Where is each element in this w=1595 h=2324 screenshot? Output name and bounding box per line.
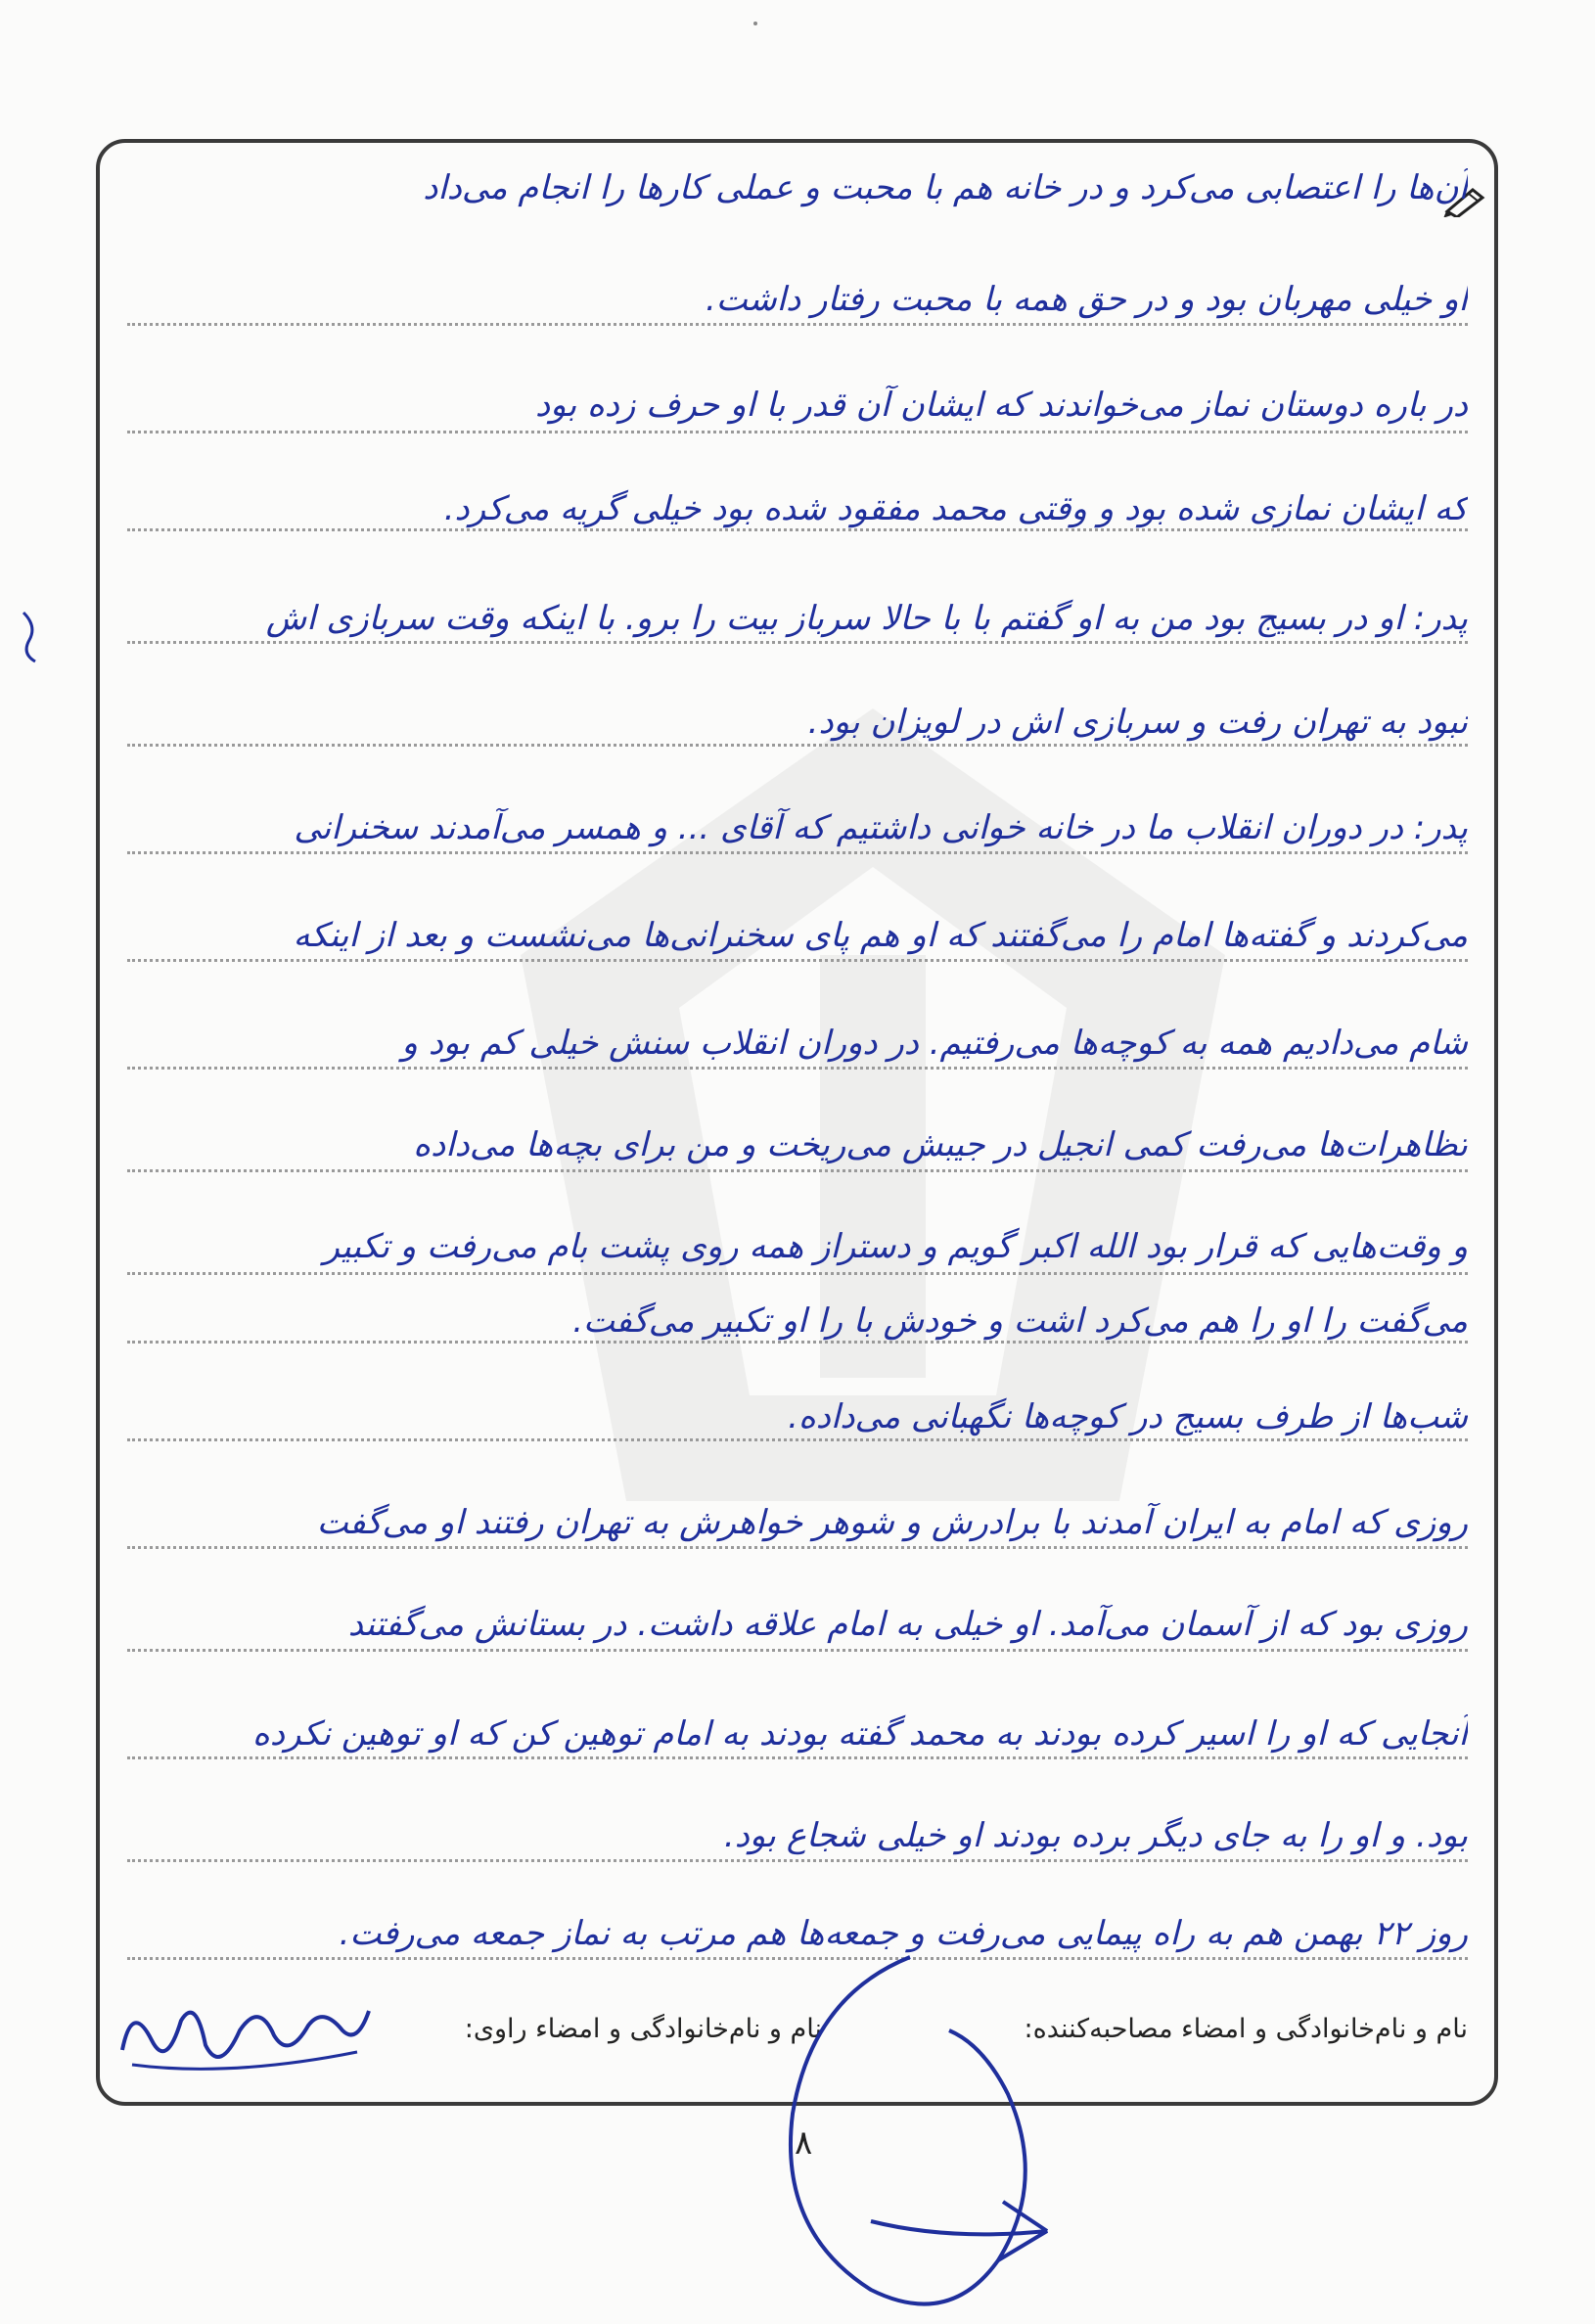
handwritten-line: او خیلی مهربان بود و در حق همه با محبت رفتار داشت.: [706, 280, 1468, 319]
margin-ink-mark: [20, 607, 41, 665]
dotted-rule: [127, 1546, 1468, 1549]
dotted-rule: [127, 1649, 1468, 1652]
dotted-rule: [127, 1756, 1468, 1759]
handwritten-line: روزی که امام به ایران آمدند با برادرش و شوهر خواهرش به تهران رفتند او می‌گفت: [316, 1503, 1468, 1542]
page-number: ۸: [795, 2123, 813, 2163]
handwritten-line: تظاهرات‌ها می‌رفت کمی انجیل در جیبش می‌ریخت و من برای بچه‌ها می‌داده: [413, 1125, 1468, 1164]
handwritten-line: نبود به تهران رفت و سربازی اش در لویزان بود.: [807, 703, 1468, 742]
handwritten-line: روزی بود که از آسمان می‌آمد. او خیلی به امام علاقه داشت. در بستانش می‌گفتند: [347, 1605, 1468, 1644]
dotted-rule: [127, 744, 1468, 747]
narrator-signature-label: نام و نام‌خانوادگی و امضاء راوی:: [464, 2014, 822, 2044]
handwritten-line: که ایشان نمازی شده بود و وقتی محمد مفقود شده بود خیلی گریه می‌کرد.: [443, 489, 1468, 528]
handwritten-line: آنجایی که او را اسیر کرده بودند به محمد گفته بودند به امام توهین کن که او توهین نکرده: [252, 1714, 1468, 1754]
handwritten-line: بود. و او را به جای دیگر برده بودند او خیلی شجاع بود.: [723, 1816, 1468, 1855]
handwritten-line: و وقت‌هایی که قرار بود الله اکبر گویم و دستراز همه روی پشت بام می‌رفت و تکبیر: [323, 1227, 1468, 1266]
dotted-rule: [127, 851, 1468, 854]
dotted-rule: [127, 1341, 1468, 1344]
dotted-rule: [127, 1272, 1468, 1275]
dotted-rule: [127, 959, 1468, 962]
handwritten-line: شام می‌دادیم همه به کوچه‌ها می‌رفتیم. در دوران انقلاب سنش خیلی کم بود و: [401, 1024, 1468, 1063]
dotted-rule: [127, 1438, 1468, 1441]
dotted-rule: [127, 1067, 1468, 1070]
dotted-rule: [127, 641, 1468, 644]
handwritten-line: شب‌ها از طرف بسیج در کوچه‌ها نگهبانی می‌داده.: [788, 1397, 1468, 1436]
handwritten-line: روز ۲۲ بهمن هم به راه پیمایی می‌رفت و جمعه‌ها هم مرتب به نماز جمعه می‌رفت.: [339, 1914, 1468, 1953]
narrator-signature: [113, 1991, 377, 2079]
handwritten-line: در باره دوستان نماز می‌خواندند که ایشان آن قدر با او حرف زده بود: [534, 386, 1468, 425]
handwritten-line: می‌گفت را او را هم می‌کرد اشت و خودش با را او تکبیر می‌گفت.: [572, 1301, 1468, 1341]
handwritten-line: می‌کردند و گفته‌ها امام را می‌گفتند که او هم پای سخنرانی‌ها می‌نشست و بعد از اینکه: [293, 916, 1468, 955]
handwritten-line: پدر: او در بسیج بود من به او گفتم با با حالا سرباز بیت را برو. با اینکه وقت سربازی اش: [265, 599, 1468, 638]
dotted-rule: [127, 1169, 1468, 1172]
interviewer-signature-label: نام و نام‌خانوادگی و امضاء مصاحبه‌کننده:: [1024, 2014, 1468, 2044]
dotted-rule: [127, 1859, 1468, 1862]
dotted-rule: [127, 431, 1468, 433]
dotted-rule: [127, 528, 1468, 531]
dotted-rule: [127, 323, 1468, 326]
handwritten-line: آن‌ها را اعتصابی می‌کرد و در خانه هم با محبت و عملی کارها را انجام می‌داد: [423, 168, 1468, 207]
handwritten-line: پدر: در دوران انقلاب ما در خانه خوانی داشتیم که آقای ... و همسر می‌آمدند سخنرانی: [294, 808, 1468, 847]
